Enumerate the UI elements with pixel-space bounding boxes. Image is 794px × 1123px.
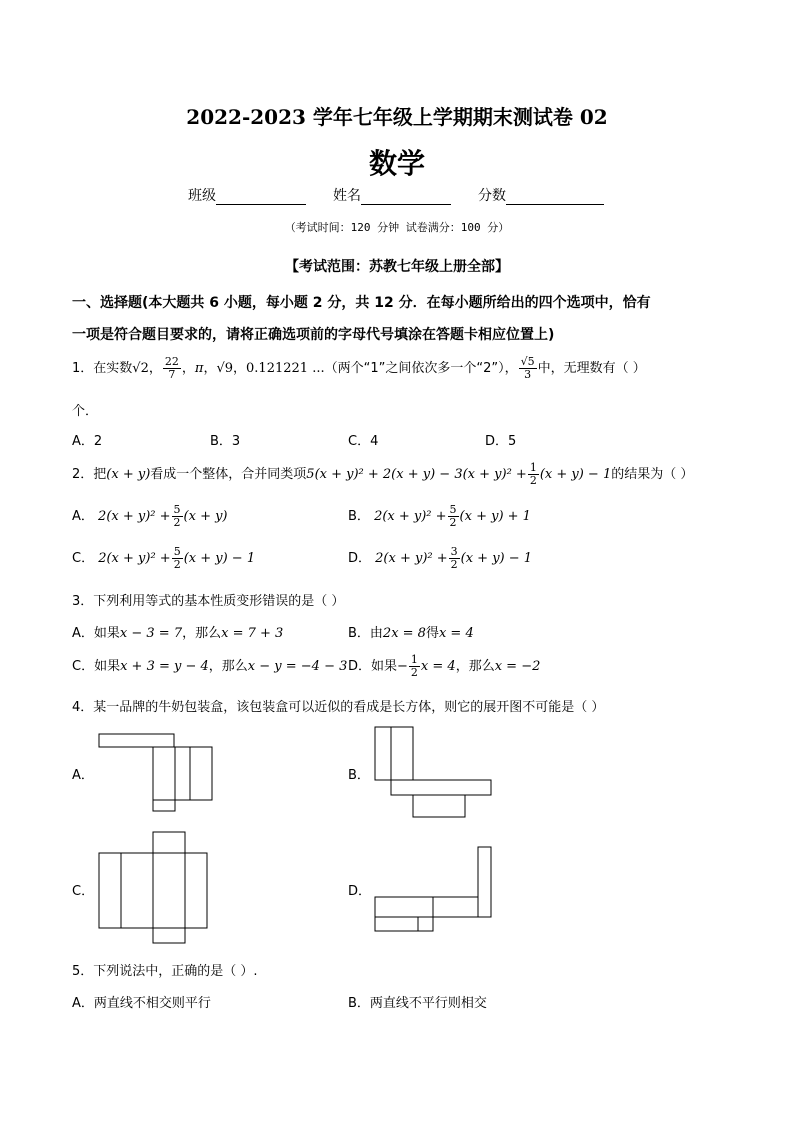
q2-expression-b: (x + y) − 1: [539, 467, 612, 482]
section-heading-line1: 一、选择题(本大题共 6 小题，每小题 2 分，共 12 分．在每小题所给出的四个选项中，恰有: [72, 295, 651, 311]
q1-sep: ，: [233, 361, 247, 376]
q2-opt-d-post: (x + y) − 1: [460, 551, 533, 566]
exam-note: （考试时间：120 分钟 试卷满分：100 分）: [284, 221, 510, 234]
q1-frac2-num: √5: [520, 355, 535, 368]
q3-opt-a-eq1: x − 3 = 7: [119, 626, 183, 641]
question-4: 4．某一品牌的牛奶包装盒，该包装盒可以近似的看成是长方体，则它的展开图不可能是（ ）: [72, 700, 605, 715]
q2-text-mid: 看成一个整体，合并同类项: [150, 467, 307, 482]
q1-option-b[interactable]: B．3: [210, 434, 241, 449]
q1-text: 在实数: [93, 361, 133, 376]
q3-opt-a-text: A．如果: [72, 626, 120, 641]
q1-option-c[interactable]: C．4: [348, 434, 379, 449]
q2-opt-c-den: 2: [173, 558, 181, 571]
net-b-face: [391, 780, 491, 795]
q1-option-d[interactable]: D．5: [485, 434, 517, 449]
q3-opt-b-text: B．由: [348, 626, 383, 641]
q2-opt-b-label: B．: [348, 509, 370, 524]
q1-option-a[interactable]: A．2: [72, 434, 103, 449]
q3-opt-d-eq2: x = −2: [494, 659, 541, 674]
q3-opt-a-mid: ，那么: [182, 626, 222, 641]
q3-opt-b-eq1: 2x = 8: [382, 626, 426, 641]
q3-opt-d-num: 1: [410, 653, 418, 666]
q3-opt-d-eq1: x = 4: [420, 659, 456, 674]
net-c-face: [153, 928, 185, 943]
net-c-face: [99, 853, 121, 928]
net-b-face: [413, 795, 465, 817]
q2-opt-a-label: A．: [72, 509, 94, 524]
section-heading-line2: 一项是符合题目要求的，请将正确选项前的字母代号填涂在答题卡相应位置上): [72, 327, 555, 343]
q2-opt-d-label: D．: [348, 551, 372, 566]
q2-text: 把: [93, 467, 107, 482]
q2-opt-d-num: 3: [450, 545, 458, 558]
q2-opt-d-den: 2: [450, 558, 458, 571]
q1-sqrt9: √9: [216, 361, 234, 376]
q2-opt-c-label: C．: [72, 551, 95, 566]
q4-net-d[interactable]: [375, 847, 491, 931]
net-b-face: [391, 727, 413, 780]
question-5: 5．下列说法中，正确的是（ ）.: [72, 964, 258, 979]
q1-paren-note: （两个“1”之间依次多一个“2”），: [324, 361, 518, 376]
q2-opt-c-pre: 2(x + y)² +: [98, 551, 171, 566]
q4-net-b[interactable]: [375, 727, 491, 817]
q4-net-a[interactable]: [99, 734, 212, 811]
q2-xy: (x + y): [106, 467, 151, 482]
net-d-face: [375, 897, 433, 917]
q2-expression-a: 5(x + y)² + 2(x + y) − 3(x + y)² +: [306, 467, 527, 482]
class-label: 班级: [188, 188, 216, 204]
q1-frac-num: 22: [164, 355, 179, 368]
q1-frac-den: 7: [168, 368, 176, 381]
q1-frac2-den: 3: [524, 368, 532, 381]
net-c-face: [153, 853, 185, 928]
q2-opt-b-pre: 2(x + y)² +: [374, 509, 447, 524]
q2-opt-b-num: 5: [449, 503, 457, 516]
net-a-face: [175, 747, 190, 800]
q3-opt-d-text: D．如果: [348, 659, 398, 674]
net-a-face: [153, 747, 175, 800]
q2-opt-a-num: 5: [173, 503, 181, 516]
name-label: 姓名: [333, 188, 361, 204]
q1-sep: ，: [203, 361, 217, 376]
q3-opt-d-minus: −: [397, 659, 408, 674]
question-3: 3．下列利用等式的基本性质变形错误的是（ ）: [72, 594, 345, 609]
q4-option-b-label[interactable]: B．: [348, 768, 370, 783]
net-d-face: [418, 917, 433, 931]
q1-continued: 个．: [72, 404, 99, 419]
q3-opt-c-eq1: x + 3 = y − 4: [120, 659, 209, 674]
net-a-face: [153, 800, 175, 811]
q3-opt-c-text: C．如果: [72, 659, 121, 674]
score-label: 分数: [478, 188, 506, 204]
q4-net-c[interactable]: [99, 832, 207, 943]
net-d-face: [433, 897, 478, 917]
net-c-face: [153, 832, 185, 853]
q1-decimal: 0.121221 ...: [246, 361, 325, 376]
q5-option-b[interactable]: B．两直线不平行则相交: [348, 996, 487, 1011]
q3-opt-b-mid: 得: [425, 626, 439, 641]
q2-opt-a-den: 2: [173, 516, 181, 529]
q5-option-a[interactable]: A．两直线不相交则平行: [72, 996, 211, 1011]
q2-number: 2．: [72, 467, 94, 482]
q2-opt-b-post: (x + y) + 1: [459, 509, 531, 524]
net-a-face: [190, 747, 212, 800]
q2-text-end: 的结果为（ ）: [611, 467, 694, 482]
q2-frac-num: 1: [529, 461, 537, 474]
q2-opt-c-post: (x + y) − 1: [183, 551, 256, 566]
exam-title: 2022-2023 学年七年级上学期期末测试卷 02: [186, 105, 608, 129]
q4-option-a-label[interactable]: A．: [72, 768, 94, 783]
q2-opt-c-num: 5: [173, 545, 181, 558]
q2-opt-b-den: 2: [449, 516, 457, 529]
q3-opt-d-mid: ，那么: [455, 659, 495, 674]
q1-number: 1．: [72, 361, 94, 376]
q1-sep: ，: [181, 361, 195, 376]
net-d-face: [375, 917, 418, 931]
q3-opt-c-eq2: x − y = −4 − 3: [247, 659, 348, 674]
net-a-face: [99, 734, 174, 747]
net-c-face: [121, 853, 153, 928]
q2-opt-a-post: (x + y): [183, 509, 228, 524]
q3-opt-b-eq2: x = 4: [438, 626, 474, 641]
q1-sqrt2: √2: [132, 361, 149, 376]
exam-scope: 【考试范围：苏教七年级上册全部】: [285, 259, 509, 275]
q4-option-d-label[interactable]: D．: [348, 884, 372, 899]
q1-sep: ，: [148, 361, 162, 376]
net-d-face: [478, 847, 491, 917]
q2-opt-d-pre: 2(x + y)² +: [375, 551, 448, 566]
net-c-face: [185, 853, 207, 928]
net-b-face: [375, 727, 391, 780]
q2-opt-a-pre: 2(x + y)² +: [98, 509, 171, 524]
q3-opt-d-den: 2: [410, 666, 418, 679]
q1-pi: π: [194, 361, 204, 376]
q3-opt-c-mid: ，那么: [208, 659, 248, 674]
subject-heading: 数学: [368, 147, 425, 180]
q4-option-c-label[interactable]: C．: [72, 884, 95, 899]
q1-text-end: 中，无理数有（ ）: [537, 361, 646, 376]
q2-frac-den: 2: [529, 474, 537, 487]
q3-opt-a-eq2: x = 7 + 3: [221, 626, 284, 641]
